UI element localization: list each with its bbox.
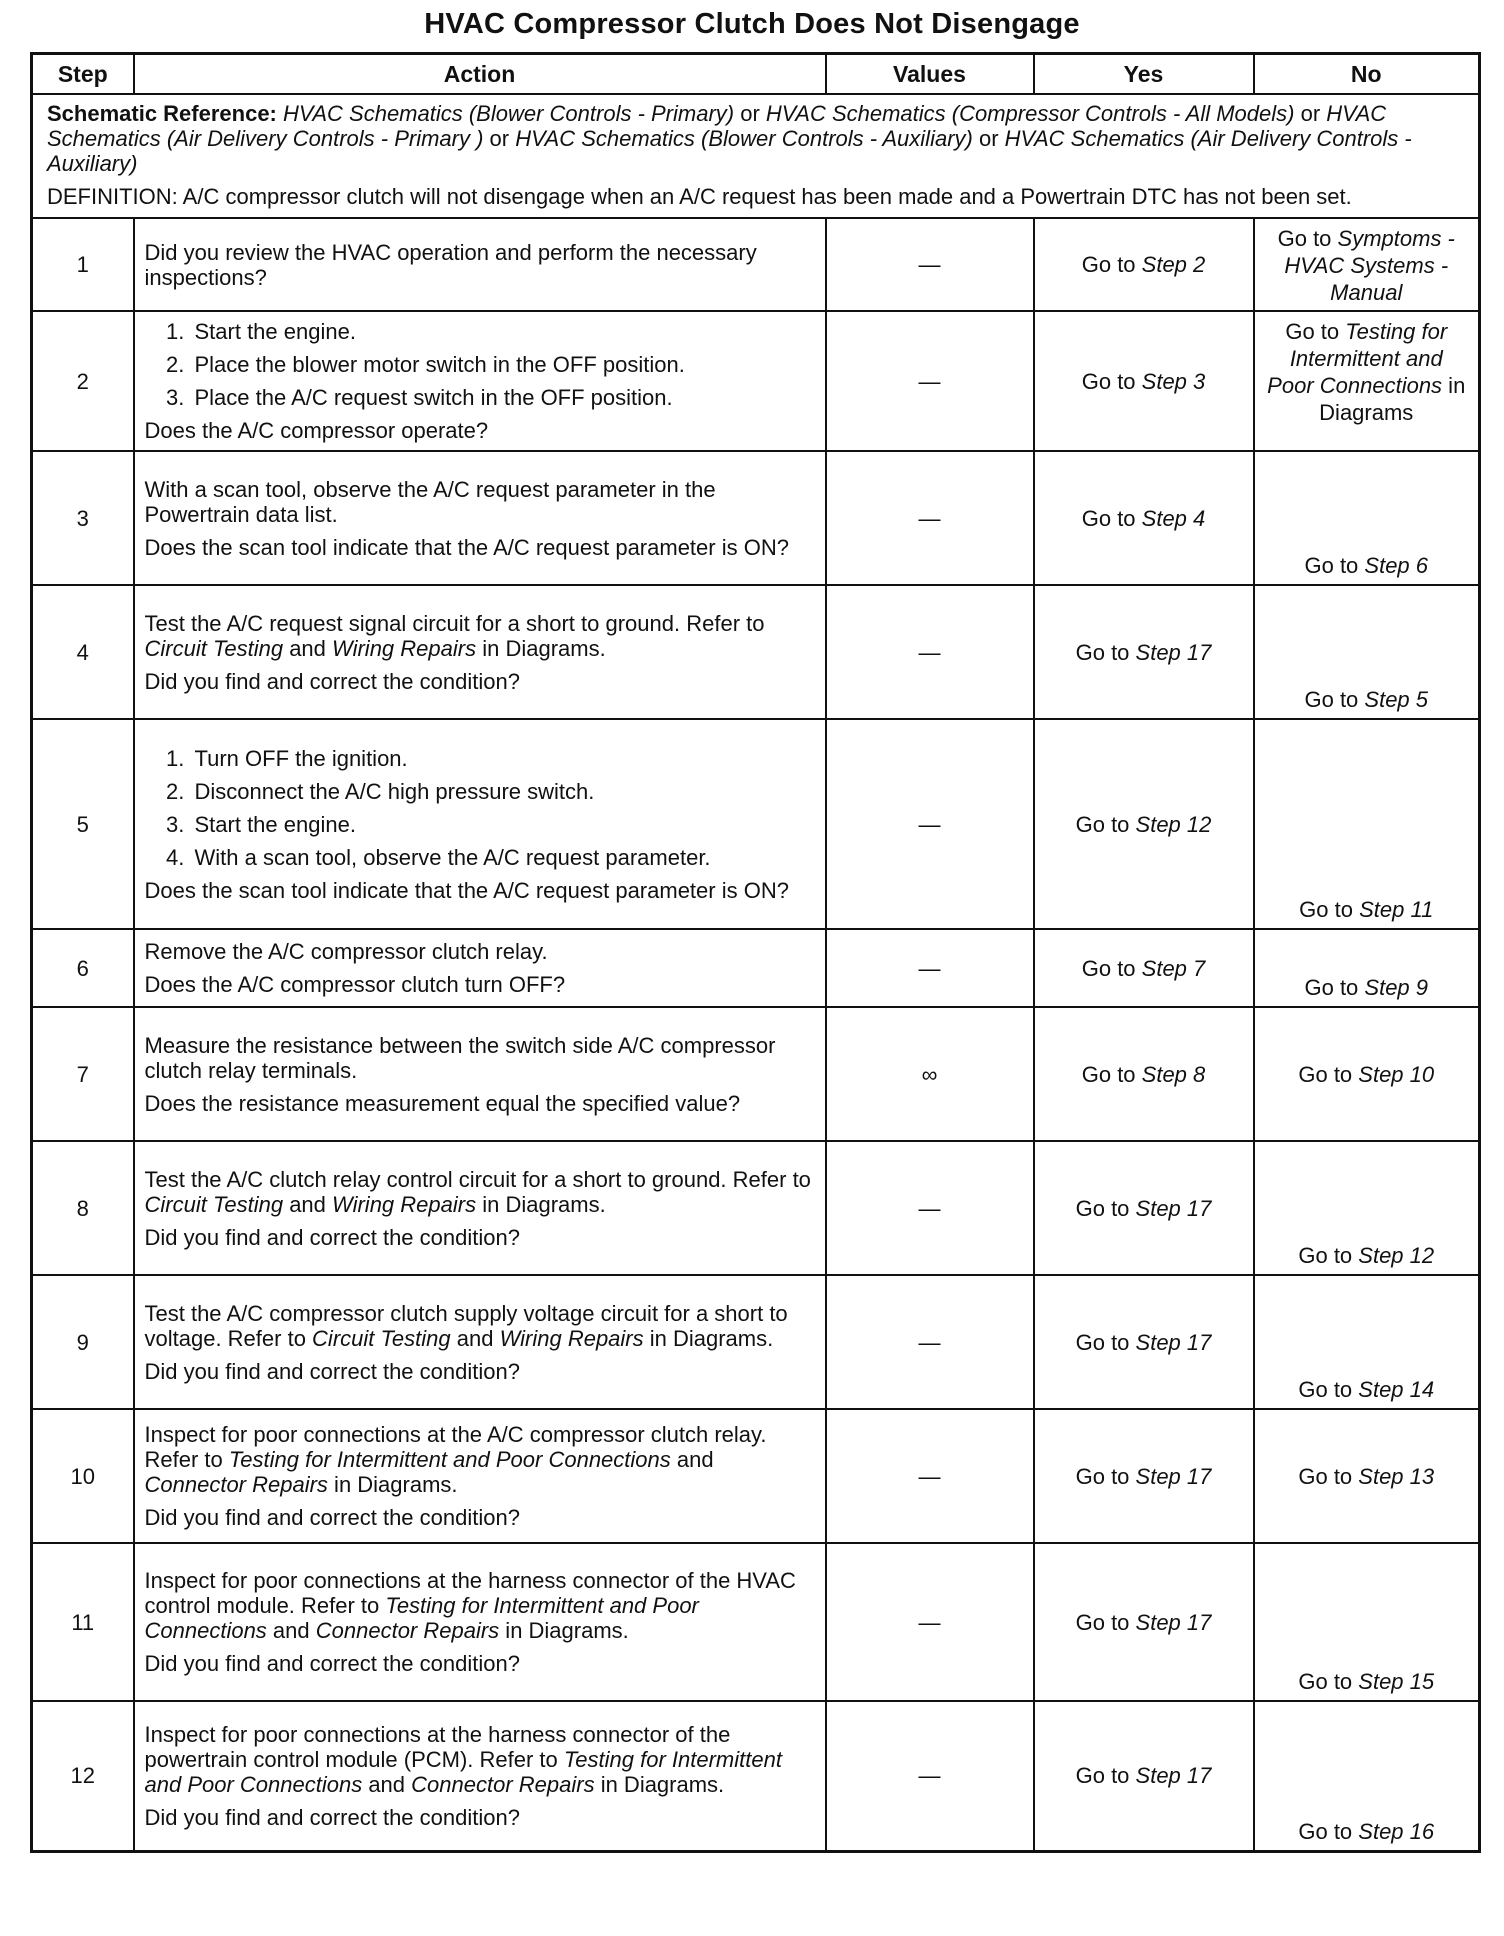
schematic-label: Schematic Reference: — [47, 101, 277, 126]
text-run: Go to — [1075, 1609, 1136, 1635]
text-run: in Diagrams. — [476, 635, 606, 661]
step-value: — — [826, 1543, 1034, 1701]
text-run: Test the A/C clutch relay control circuit for a short to ground. Refer to — [144, 1166, 811, 1192]
step-number: 7 — [32, 1007, 134, 1141]
step-action — [134, 451, 826, 585]
action-instruction — [145, 1301, 815, 1351]
substep-item: 2. Place the blower motor switch in the OFF position. — [191, 352, 815, 377]
text-run: Go to — [1075, 1195, 1136, 1221]
text-run: Connector Repairs — [315, 1618, 500, 1643]
text-run: Wiring Repairs — [332, 635, 477, 661]
intro-row — [32, 94, 1480, 218]
action-question — [145, 240, 815, 290]
step-value: — — [826, 451, 1034, 585]
text-run: Step 17 — [1135, 1609, 1212, 1635]
yes-outcome — [1034, 1141, 1254, 1275]
action-question — [145, 535, 815, 560]
text-run: or — [734, 101, 766, 126]
action-instruction — [145, 1722, 815, 1797]
text-run: Go to — [1277, 226, 1338, 251]
text-run: Step 17 — [1135, 1329, 1212, 1355]
text-run: Go to — [1304, 553, 1365, 578]
text-run: Step 3 — [1141, 368, 1206, 394]
step-number: 1 — [32, 218, 134, 311]
text-run: in Diagrams — [1319, 373, 1466, 425]
no-outcome — [1254, 218, 1480, 311]
step-row — [32, 585, 1480, 719]
text-run: or — [483, 126, 516, 151]
no-outcome — [1254, 1543, 1480, 1701]
text-run: HVAC Schematics (Blower Controls - Primary) — [283, 101, 735, 126]
text-run: in Diagrams. — [643, 1325, 774, 1351]
text-run: Go to — [1081, 505, 1142, 531]
text-run: Step 12 — [1358, 1243, 1435, 1268]
step-value: — — [826, 1701, 1034, 1851]
text-run: Step 17 — [1135, 1195, 1212, 1221]
step-number: 11 — [32, 1543, 134, 1701]
step-number: 10 — [32, 1409, 134, 1543]
action-question — [145, 1805, 815, 1830]
action-question — [145, 1091, 815, 1116]
text-run: Go to — [1298, 1669, 1359, 1694]
text-run: Circuit Testing — [144, 1191, 284, 1217]
text-run: Does the A/C compressor operate? — [144, 418, 489, 443]
text-run: Step 17 — [1135, 1463, 1212, 1489]
yes-outcome — [1034, 451, 1254, 585]
step-row — [32, 1701, 1480, 1851]
diagnostic-table-body — [32, 54, 1480, 1852]
step-action — [134, 585, 826, 719]
text-run: Step 17 — [1135, 1763, 1212, 1789]
no-outcome — [1254, 1007, 1480, 1141]
text-run: Did you find and correct the condition? — [144, 1651, 520, 1676]
yes-outcome — [1034, 1701, 1254, 1851]
text-run: Wiring Repairs — [332, 1191, 477, 1217]
text-run: Does the resistance measurement equal the specified value? — [144, 1090, 741, 1116]
step-action — [134, 1701, 826, 1851]
text-run: Step 10 — [1358, 1061, 1435, 1087]
yes-outcome — [1034, 1007, 1254, 1141]
text-run: Step 17 — [1135, 639, 1212, 665]
step-value: — — [826, 719, 1034, 929]
text-run: Testing for Intermittent and Poor Connections — [144, 1746, 782, 1797]
page-title: HVAC Compressor Clutch Does Not Disengage — [424, 8, 1080, 40]
text-run: Go to — [1298, 1243, 1359, 1268]
step-row — [32, 1543, 1480, 1701]
step-number: 8 — [32, 1141, 134, 1275]
step-action — [134, 1275, 826, 1409]
step-row — [32, 719, 1480, 929]
step-number: 4 — [32, 585, 134, 719]
step-value: — — [826, 1275, 1034, 1409]
action-question — [145, 1505, 815, 1530]
text-run: Inspect for poor connections at the harness connector of the HVAC control module. Refer to — [144, 1568, 796, 1618]
text-run: Step 13 — [1358, 1463, 1435, 1489]
substep-item: 4. With a scan tool, observe the A/C request parameter. — [191, 845, 815, 870]
no-outcome — [1254, 1275, 1480, 1409]
yes-outcome — [1034, 311, 1254, 451]
action-instruction — [145, 1568, 815, 1643]
text-run: and — [450, 1325, 500, 1351]
text-run: and — [283, 1191, 333, 1217]
text-run: Did you find and correct the condition? — [144, 668, 520, 694]
step-value: — — [826, 929, 1034, 1007]
no-outcome — [1254, 1141, 1480, 1275]
step-value: — — [826, 1141, 1034, 1275]
text-run: Step 14 — [1358, 1377, 1435, 1402]
text-run: Step 4 — [1141, 505, 1206, 531]
text-run: Step 2 — [1141, 252, 1206, 277]
text-run: Measure the resistance between the switch side A/C compressor clutch relay terminals. — [144, 1032, 776, 1083]
text-run: Connector Repairs — [411, 1771, 595, 1797]
text-run: in Diagrams. — [476, 1191, 606, 1217]
yes-outcome — [1034, 585, 1254, 719]
text-run: Go to — [1298, 1061, 1359, 1087]
yes-outcome — [1034, 1409, 1254, 1543]
header-row — [32, 54, 1480, 95]
text-run: and — [362, 1771, 412, 1797]
text-run: Go to — [1075, 1329, 1136, 1355]
text-run: Circuit Testing — [144, 635, 284, 661]
step-number: 3 — [32, 451, 134, 585]
substep-item: 1. Start the engine. — [191, 319, 815, 344]
substep-item: 1. Turn OFF the ignition. — [191, 746, 815, 771]
step-action — [134, 311, 826, 451]
substep-list — [145, 746, 815, 870]
step-action — [134, 1141, 826, 1275]
text-run: Step 15 — [1358, 1669, 1435, 1694]
text-run: Step 6 — [1364, 553, 1429, 578]
step-number: 9 — [32, 1275, 134, 1409]
text-run: Step 8 — [1141, 1061, 1206, 1087]
yes-outcome — [1034, 719, 1254, 929]
step-row — [32, 1409, 1480, 1543]
action-instruction — [145, 939, 815, 964]
text-run: Go to — [1075, 639, 1136, 665]
step-row — [32, 218, 1480, 311]
yes-outcome — [1034, 1543, 1254, 1701]
text-run: Go to — [1081, 368, 1142, 394]
step-row — [32, 929, 1480, 1007]
no-outcome — [1254, 585, 1480, 719]
text-run: Testing for Intermittent and Poor Connections — [144, 1593, 699, 1643]
no-outcome — [1254, 929, 1480, 1007]
text-run: Does the scan tool indicate that the A/C request parameter is ON? — [144, 877, 789, 903]
action-question — [145, 1359, 815, 1384]
text-run: Test the A/C compressor clutch supply voltage circuit for a short to voltage. Refer to — [144, 1300, 788, 1351]
no-outcome — [1254, 1701, 1480, 1851]
intro-cell — [32, 94, 1480, 218]
no-outcome — [1254, 311, 1480, 451]
step-row — [32, 311, 1480, 451]
step-row — [32, 1141, 1480, 1275]
text-run: HVAC Schematics (Blower Controls - Auxiliary) — [515, 126, 973, 151]
step-value: ∞ — [826, 1007, 1034, 1141]
text-run: Step 5 — [1364, 687, 1429, 712]
yes-outcome — [1034, 218, 1254, 311]
text-run: Step 9 — [1364, 975, 1429, 1000]
action-question — [145, 972, 815, 997]
no-outcome — [1254, 719, 1480, 929]
step-row — [32, 1275, 1480, 1409]
text-run: Testing for Intermittent and Poor Connections — [228, 1447, 671, 1472]
action-question — [145, 418, 815, 443]
step-action — [134, 929, 826, 1007]
yes-outcome — [1034, 929, 1254, 1007]
step-action — [134, 1543, 826, 1701]
text-run: Go to — [1081, 955, 1142, 981]
step-number: 6 — [32, 929, 134, 1007]
header-no: No — [1254, 54, 1480, 95]
text-run: Circuit Testing — [312, 1325, 451, 1351]
header-step: Step — [32, 54, 134, 95]
step-action — [134, 1007, 826, 1141]
text-run: Step 12 — [1135, 811, 1212, 837]
action-question — [145, 878, 815, 903]
text-run: Go to — [1304, 687, 1365, 712]
step-action — [134, 218, 826, 311]
text-run: and — [670, 1447, 714, 1472]
text-run: or — [1294, 101, 1327, 126]
text-run: HVAC Schematics (Air Delivery Controls - Primary ) — [47, 101, 1387, 151]
text-run: Step 16 — [1358, 1818, 1435, 1844]
step-value: — — [826, 218, 1034, 311]
text-run: Go to — [1298, 1377, 1359, 1402]
text-run: and — [283, 635, 333, 661]
header-action: Action — [134, 54, 826, 95]
schematic-reference — [47, 101, 1464, 176]
text-run: Did you find and correct the condition? — [144, 1804, 520, 1830]
yes-outcome — [1034, 1275, 1254, 1409]
definition: DEFINITION: A/C compressor clutch will not disengage when an A/C request has been made and a Powertrain DTC has not been set. — [47, 184, 1352, 209]
step-number: 2 — [32, 311, 134, 451]
text-run: in Diagrams. — [594, 1771, 725, 1797]
text-run: Go to — [1075, 1463, 1136, 1489]
text-run: Connector Repairs — [144, 1472, 328, 1497]
text-run: Step 11 — [1359, 897, 1434, 922]
text-run: HVAC Schematics (Air Delivery Controls - Auxiliary) — [47, 126, 1412, 176]
text-run: Remove the A/C compressor clutch relay. — [144, 939, 548, 964]
text-run: Step 7 — [1141, 955, 1206, 981]
header-yes: Yes — [1034, 54, 1254, 95]
step-number: 12 — [32, 1701, 134, 1851]
text-run: Go to — [1075, 811, 1136, 837]
action-instruction — [145, 1167, 815, 1217]
no-outcome — [1254, 451, 1480, 585]
step-value: — — [826, 585, 1034, 719]
text-run: Did you find and correct the condition? — [144, 1224, 520, 1250]
step-number: 5 — [32, 719, 134, 929]
step-row — [32, 451, 1480, 585]
action-instruction — [145, 1033, 815, 1083]
action-question — [145, 1225, 815, 1250]
substep-item: 2. Disconnect the A/C high pressure switch. — [191, 779, 815, 804]
text-run: Go to — [1304, 975, 1365, 1000]
text-run: Does the scan tool indicate that the A/C request parameter is ON? — [144, 534, 789, 560]
no-outcome — [1254, 1409, 1480, 1543]
text-run: Did you review the HVAC operation and perform the necessary inspections? — [144, 239, 757, 290]
text-run: in Diagrams. — [499, 1618, 629, 1643]
text-run: Go to — [1081, 1061, 1142, 1087]
text-run: and — [266, 1618, 316, 1643]
text-run: Inspect for poor connections at the harness connector of the powertrain control module (PCM). Refer to — [144, 1721, 731, 1772]
text-run: Did you find and correct the condition? — [144, 1505, 520, 1530]
text-run: Testing for Intermittent and Poor Connections — [1267, 319, 1448, 398]
substep-item: 3. Start the engine. — [191, 812, 815, 837]
text-run: Go to — [1298, 1463, 1359, 1489]
action-question — [145, 1651, 815, 1676]
text-run: Does the A/C compressor clutch turn OFF? — [144, 972, 566, 997]
text-run: Go to — [1081, 252, 1142, 277]
text-run: Go to — [1298, 1818, 1359, 1844]
header-values: Values — [826, 54, 1034, 95]
text-run: Go to — [1299, 897, 1360, 922]
diagnostic-table — [30, 52, 1481, 1853]
text-run: Did you find and correct the condition? — [144, 1358, 520, 1384]
text-run: in Diagrams. — [327, 1472, 458, 1497]
text-run: Test the A/C request signal circuit for a short to ground. Refer to — [144, 610, 765, 636]
substep-item: 3. Place the A/C request switch in the OFF position. — [191, 385, 815, 410]
text-run: Go to — [1075, 1763, 1136, 1789]
substep-list — [145, 319, 815, 410]
text-run: Inspect for poor connections at the A/C compressor clutch relay. Refer to — [144, 1422, 767, 1472]
action-instruction — [145, 611, 815, 661]
step-action — [134, 1409, 826, 1543]
text-run: Go to — [1285, 319, 1346, 344]
text-run: or — [972, 126, 1005, 151]
text-run: With a scan tool, observe the A/C request parameter in the Powertrain data list. — [144, 476, 716, 527]
step-action — [134, 719, 826, 929]
text-run: Symptoms - HVAC Systems - Manual — [1284, 226, 1455, 305]
step-value: — — [826, 1409, 1034, 1543]
step-value: — — [826, 311, 1034, 451]
text-run: Wiring Repairs — [499, 1325, 644, 1351]
action-instruction — [145, 477, 815, 527]
text-run: HVAC Schematics (Compressor Controls - All Models) — [765, 101, 1295, 126]
action-question — [145, 669, 815, 694]
step-row — [32, 1007, 1480, 1141]
action-instruction — [145, 1422, 815, 1497]
